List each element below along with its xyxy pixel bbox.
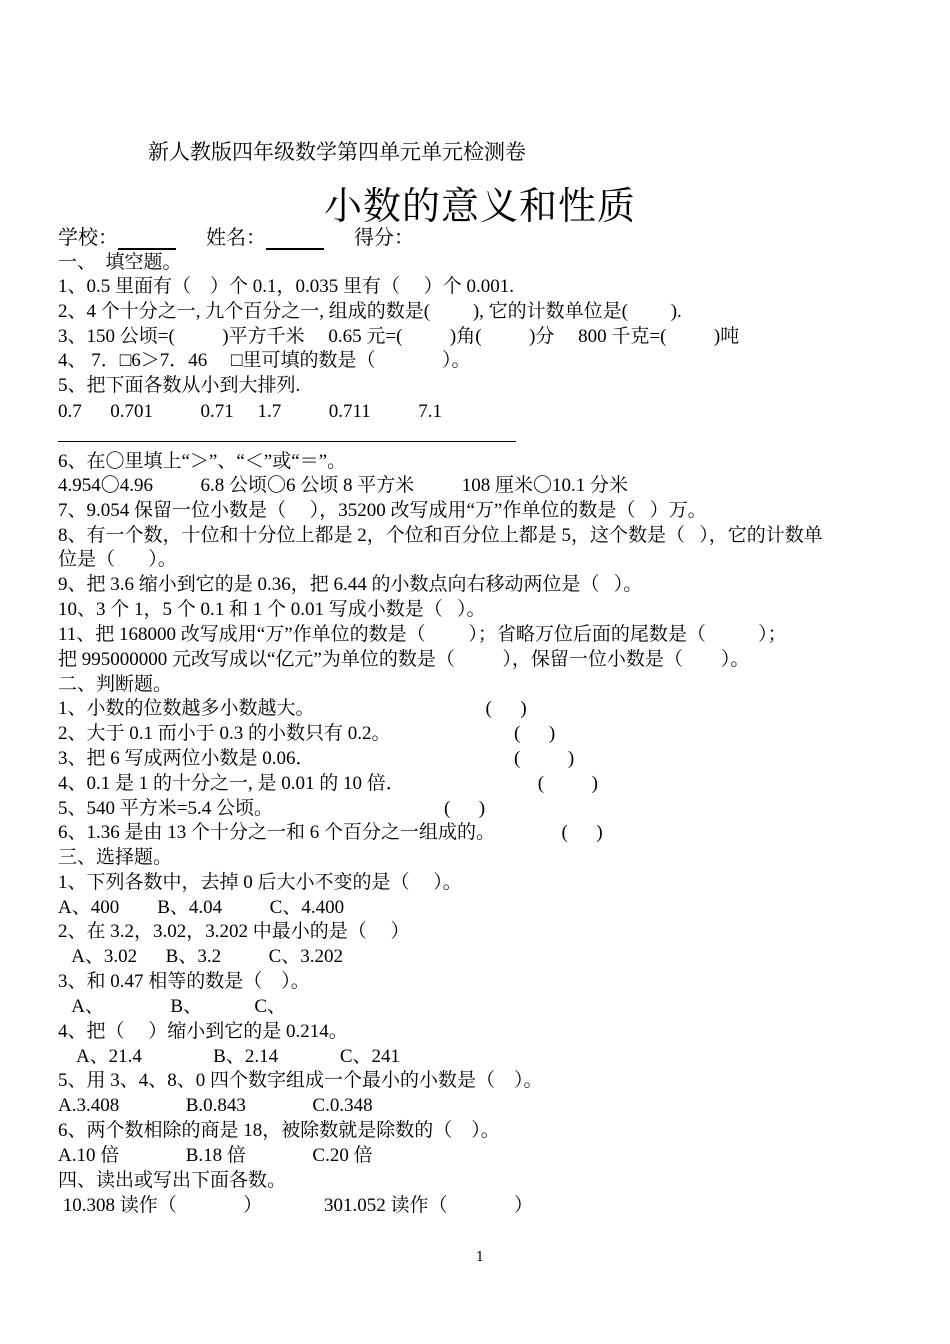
option-line: A、21.4 B、2.14 C、241	[58, 1046, 401, 1067]
question-line: 4.954〇4.96 6.8 公顷〇6 公顷 8 平方米 108 厘米〇10.1 分米	[58, 475, 629, 496]
school-blank[interactable]	[118, 228, 176, 250]
question-line: 6、两个数相除的商是 18，被除数就是除数的（ ）。	[58, 1120, 500, 1141]
question-line: 2、在 3.2，3.02，3.202 中最小的是（ ）	[58, 921, 410, 942]
score-label: 得分：	[354, 227, 414, 249]
question-line: 8、有一个数，十位和十分位上都是 2，个位和百分位上都是 5，这个数是（ ），它的计数单	[58, 525, 823, 546]
question-line: 6、1.36 是由 13 个十分之一和 6 个百分之一组成的。 ( )	[58, 822, 603, 843]
question-line: 7、9.054 保留一位小数是（ ），35200 改写成用“万”作单位的数是（ ）万。	[58, 500, 707, 521]
question-line: 6、在〇里填上“＞”、“＜”或“＝”。	[58, 451, 347, 472]
section-heading: 三、选择题。	[58, 847, 173, 868]
number-list: 0.7 0.701 0.71 1.7 0.711 7.1	[58, 401, 443, 422]
question-line: 1、0.5 里面有（ ）个 0.1，0.035 里有（ ）个 0.001.	[58, 276, 515, 297]
page-title: 小数的意义和性质	[323, 184, 636, 228]
page-number: 1	[475, 1250, 485, 1265]
name-label: 姓名：	[206, 227, 266, 249]
question-line: 5、540 平方米=5.4 公顷。 ( )	[58, 798, 486, 819]
question-line: 4、0.1 是 1 的十分之一, 是 0.01 的 10 倍． ( )	[58, 773, 598, 794]
question-line: 位是（ ）。	[58, 549, 177, 570]
question-line: 10.308 读作（ ） 301.052 读作（ ）	[58, 1195, 534, 1216]
school-label: 学校：	[58, 227, 118, 249]
question-line: 4、 7．□6＞7．46 □里可填的数是（ ）。	[58, 350, 471, 371]
question-line: 1、小数的位数越多小数越大。 ( )	[58, 698, 527, 719]
section-heading: 四、读出或写出下面各数。	[58, 1170, 287, 1191]
question-line: 3、和 0.47 相等的数是（ ）。	[58, 971, 310, 992]
section-heading: 一、 填空题。	[58, 252, 182, 273]
question-line: 2、大于 0.1 而小于 0.3 的小数只有 0.2。 ( )	[58, 723, 556, 744]
question-line: 5、用 3、4、8、0 四个数字组成一个最小的小数是（ ）。	[58, 1070, 543, 1091]
name-blank[interactable]	[266, 228, 324, 250]
question-line: 10、3 个 1，5 个 0.1 和 1 个 0.01 写成小数是（ ）。	[58, 599, 486, 620]
question-line: 9、把 3.6 缩小到它的是 0.36，把 6.44 的小数点向右移动两位是（ ）。	[58, 574, 643, 595]
option-line: A.10 倍 B.18 倍 C.20 倍	[58, 1145, 373, 1166]
question-line: 把 995000000 元改写成以“亿元”为单位的数是（ ），保留一位小数是（ ）。	[58, 649, 750, 670]
option-line: A、400 B、4.04 C、4.400	[58, 897, 345, 918]
subtitle: 新人教版四年级数学第四单元单元检测卷	[148, 140, 526, 164]
question-line: 2、4 个十分之一, 九个百分之一, 组成的数是( ), 它的计数单位是( ).	[58, 301, 682, 322]
question-line: 3、把 6 写成两位小数是 0.06． ( )	[58, 748, 575, 769]
section-heading: 二、判断题。	[58, 674, 173, 695]
question-line: 3、150 公顷=( )平方千米 0.65 元=( )角( )分 800 千克=( )吨	[58, 326, 740, 347]
answer-line[interactable]	[58, 441, 516, 442]
option-line: A、 B、 C、	[58, 996, 287, 1017]
option-line: A、3.02 B、3.2 C、3.202	[58, 946, 344, 967]
question-line: 1、下列各数中，去掉 0 后大小不变的是（ ）。	[58, 872, 462, 893]
question-line: 5、把下面各数从小到大排列.	[58, 375, 301, 396]
question-line: 11、把 168000 改写成用“万”作单位的数是（ ）；省略万位后面的尾数是（ ）；	[58, 624, 787, 645]
option-line: A.3.408 B.0.843 C.0.348	[58, 1095, 373, 1116]
question-line: 4、把（ ）缩小到它的是 0.214。	[58, 1021, 348, 1042]
info-line	[58, 226, 414, 250]
